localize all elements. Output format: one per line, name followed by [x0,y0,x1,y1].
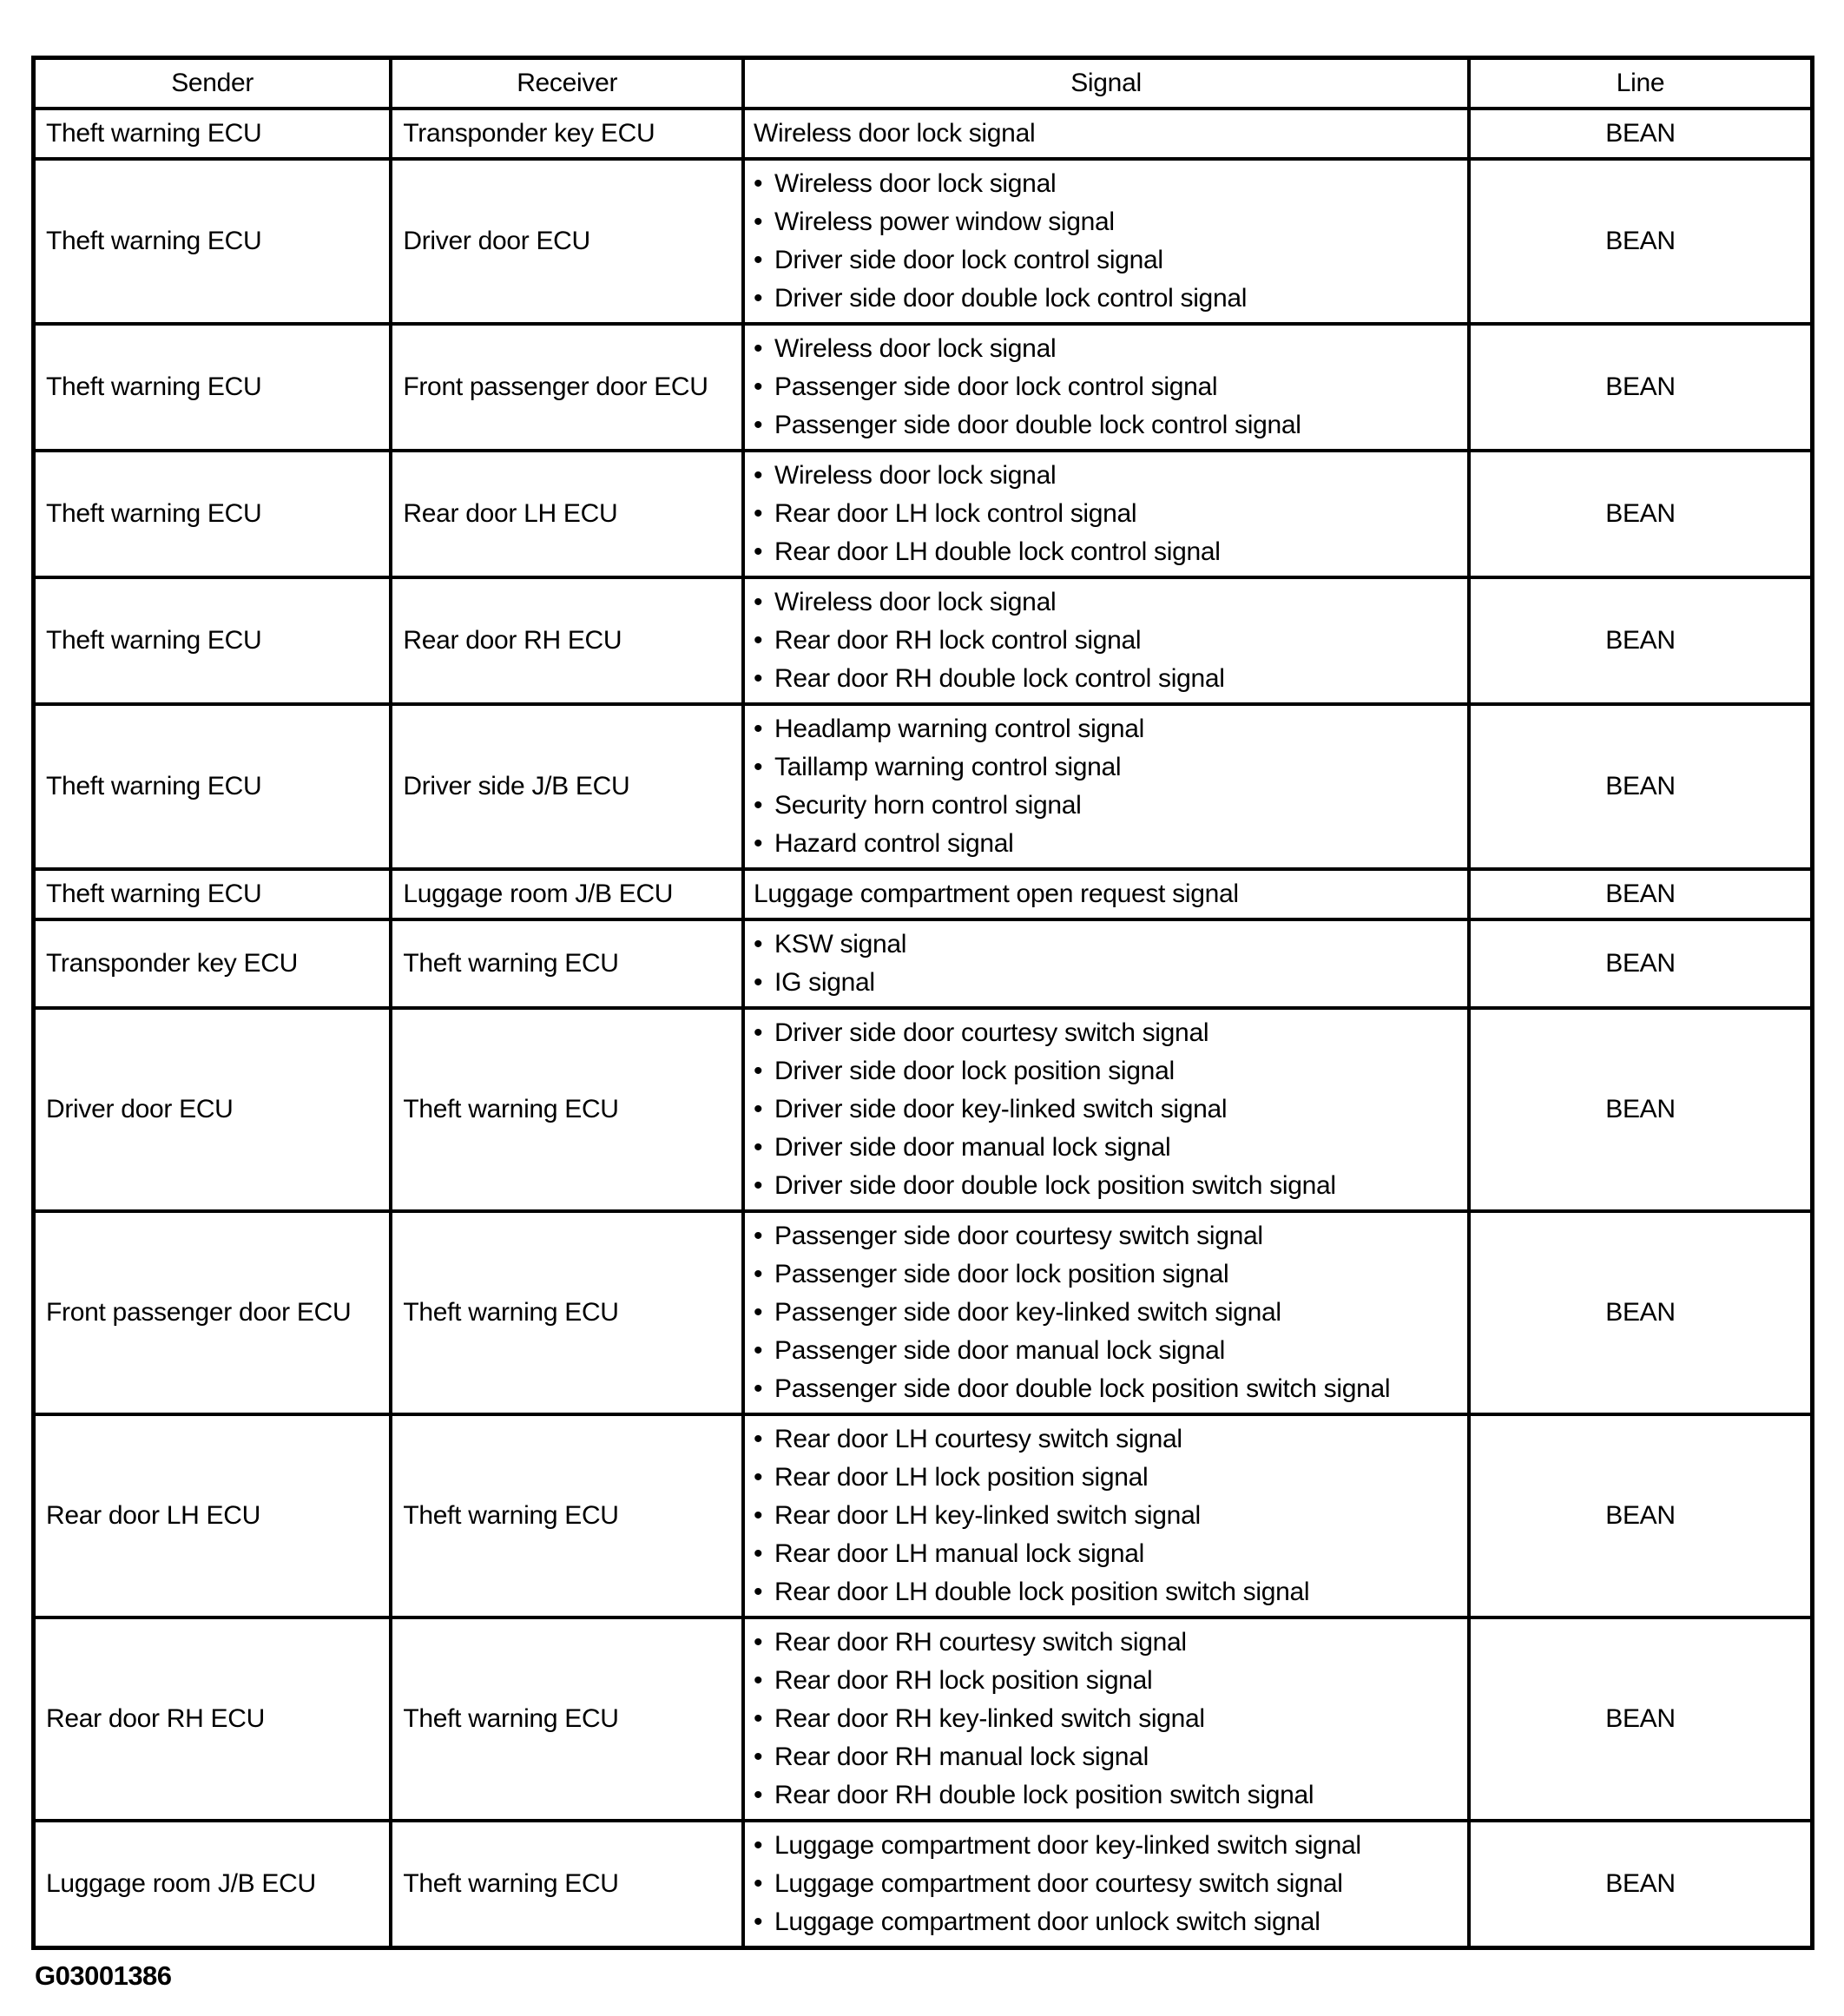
figure-id: G03001386 [35,1960,172,1991]
signal-item: • Rear door RH courtesy switch signal [754,1624,1459,1662]
bullet-icon: • [754,168,763,198]
signal-item: • Luggage compartment door key-linked switch signal [754,1827,1459,1865]
line-cell: BEAN [1469,577,1812,704]
signal-cell [743,1008,1469,1211]
bullet-icon: • [754,1665,763,1695]
bullet-icon: • [754,1703,763,1733]
sender-cell: Transponder key ECU [34,919,392,1008]
ecu-signal-table [31,56,1814,1950]
signal-cell [743,1821,1469,1948]
signal-item: • Passenger side door key-linked switch signal [754,1294,1459,1332]
receiver-cell: Driver side J/B ECU [391,704,743,869]
table-body [34,109,1813,1948]
signal-item: • Rear door LH manual lock signal [754,1535,1459,1573]
signal-item: • Rear door RH lock control signal [754,622,1459,660]
header-sender: Sender [34,58,392,109]
header-row [34,58,1813,109]
signal-item: • Luggage compartment door unlock switch signal [754,1903,1459,1941]
table-row [34,1211,1813,1414]
line-cell: BEAN [1469,919,1812,1008]
bullet-icon: • [754,537,763,566]
bullet-icon: • [754,1259,763,1288]
bullet-icon: • [754,1780,763,1809]
bullet-icon: • [754,1170,763,1200]
signal-item: • Rear door RH double lock position switch signal [754,1776,1459,1815]
bullet-icon: • [754,663,763,693]
bullet-icon: • [754,828,763,858]
signal-item: • Rear door LH key-linked switch signal [754,1497,1459,1535]
bullet-icon: • [754,372,763,401]
bullet-icon: • [754,1424,763,1453]
sender-cell: Theft warning ECU [34,324,392,451]
signal-cell [743,109,1469,159]
bullet-icon: • [754,1627,763,1657]
bullet-icon: • [754,333,763,363]
receiver-cell: Driver door ECU [391,159,743,324]
signal-item: • Luggage compartment door courtesy switch signal [754,1865,1459,1903]
receiver-cell: Theft warning ECU [391,1008,743,1211]
receiver-cell: Front passenger door ECU [391,324,743,451]
signal-cell [743,1211,1469,1414]
signal-item: Luggage compartment open request signal [754,879,1239,908]
sender-cell: Theft warning ECU [34,577,392,704]
bullet-icon: • [754,1742,763,1771]
signal-item: • Taillamp warning control signal [754,748,1459,787]
bullet-icon: • [754,1132,763,1162]
sender-cell: Rear door RH ECU [34,1617,392,1821]
sender-cell: Luggage room J/B ECU [34,1821,392,1948]
table-row [34,1414,1813,1617]
sender-cell: Theft warning ECU [34,704,392,869]
bullet-icon: • [754,929,763,959]
bullet-icon: • [754,1297,763,1327]
bullet-icon: • [754,1830,763,1860]
signal-cell [743,159,1469,324]
table-row [34,451,1813,577]
bullet-icon: • [754,1221,763,1250]
signal-item: • Wireless door lock signal [754,165,1459,203]
line-cell: BEAN [1469,1821,1812,1948]
line-cell: BEAN [1469,704,1812,869]
line-cell: BEAN [1469,869,1812,919]
signal-item: • Rear door LH double lock control signal [754,533,1459,571]
signal-cell [743,704,1469,869]
table-row [34,1617,1813,1821]
bullet-icon: • [754,967,763,997]
receiver-cell: Luggage room J/B ECU [391,869,743,919]
header-line: Line [1469,58,1812,109]
signal-item: • Rear door RH lock position signal [754,1662,1459,1700]
line-cell: BEAN [1469,109,1812,159]
line-cell: BEAN [1469,1414,1812,1617]
bullet-icon: • [754,498,763,528]
receiver-cell: Theft warning ECU [391,1414,743,1617]
line-cell: BEAN [1469,1008,1812,1211]
signal-cell [743,869,1469,919]
bullet-icon: • [754,587,763,616]
bullet-icon: • [754,625,763,655]
bullet-icon: • [754,1500,763,1530]
table-row [34,577,1813,704]
table-header [34,58,1813,109]
signal-item: • Passenger side door lock control signal [754,368,1459,406]
bullet-icon: • [754,1018,763,1047]
line-cell: BEAN [1469,324,1812,451]
signal-item: • Rear door RH double lock control signal [754,660,1459,698]
signal-item: • Rear door LH lock position signal [754,1459,1459,1497]
sender-cell: Rear door LH ECU [34,1414,392,1617]
line-cell: BEAN [1469,1617,1812,1821]
signal-item: • Passenger side door manual lock signal [754,1332,1459,1370]
signal-item: • Passenger side door lock position signal [754,1255,1459,1294]
table-row [34,109,1813,159]
receiver-cell: Rear door RH ECU [391,577,743,704]
receiver-cell: Theft warning ECU [391,1617,743,1821]
receiver-cell: Rear door LH ECU [391,451,743,577]
signal-cell [743,1617,1469,1821]
line-cell: BEAN [1469,451,1812,577]
bullet-icon: • [754,1577,763,1606]
sender-cell: Theft warning ECU [34,159,392,324]
signal-cell [743,919,1469,1008]
bullet-icon: • [754,1868,763,1898]
bullet-icon: • [754,207,763,236]
bullet-icon: • [754,1374,763,1403]
signal-item: Wireless door lock signal [754,118,1036,148]
receiver-cell: Transponder key ECU [391,109,743,159]
signal-item: • Rear door LH double lock position switch signal [754,1573,1459,1611]
line-cell: BEAN [1469,159,1812,324]
signal-item: • Driver side door courtesy switch signal [754,1014,1459,1052]
bullet-icon: • [754,1538,763,1568]
sender-cell: Driver door ECU [34,1008,392,1211]
signal-item: • Rear door LH courtesy switch signal [754,1420,1459,1459]
table-row [34,919,1813,1008]
line-cell: BEAN [1469,1211,1812,1414]
signal-cell [743,1414,1469,1617]
table-row [34,1821,1813,1948]
receiver-cell: Theft warning ECU [391,1211,743,1414]
signal-item: • Passenger side door double lock position switch signal [754,1370,1459,1408]
signal-item: • Driver side door double lock control signal [754,280,1459,318]
signal-item: • Driver side door double lock position switch signal [754,1167,1459,1205]
signal-item: • Driver side door key-linked switch signal [754,1090,1459,1129]
signal-item: • Hazard control signal [754,825,1459,863]
signal-item: • Wireless door lock signal [754,583,1459,622]
header-receiver: Receiver [391,58,743,109]
signal-cell [743,324,1469,451]
bullet-icon: • [754,1462,763,1492]
sender-cell: Front passenger door ECU [34,1211,392,1414]
bullet-icon: • [754,1907,763,1936]
table-row [34,869,1813,919]
signal-cell [743,577,1469,704]
table-row [34,704,1813,869]
signal-cell [743,451,1469,577]
sender-cell: Theft warning ECU [34,869,392,919]
receiver-cell: Theft warning ECU [391,1821,743,1948]
signal-item: • KSW signal [754,926,1459,964]
signal-item: • IG signal [754,964,1459,1002]
bullet-icon: • [754,1335,763,1365]
bullet-icon: • [754,1094,763,1123]
table-row [34,324,1813,451]
signal-item: • Rear door RH manual lock signal [754,1738,1459,1776]
signal-item: • Rear door LH lock control signal [754,495,1459,533]
table-row [34,159,1813,324]
signal-item: • Headlamp warning control signal [754,710,1459,748]
header-signal: Signal [743,58,1469,109]
bullet-icon: • [754,752,763,781]
signal-item: • Wireless power window signal [754,203,1459,241]
bullet-icon: • [754,245,763,274]
bullet-icon: • [754,1056,763,1085]
signal-item: • Driver side door lock control signal [754,241,1459,280]
signal-item: • Rear door RH key-linked switch signal [754,1700,1459,1738]
table-row [34,1008,1813,1211]
signal-item: • Driver side door lock position signal [754,1052,1459,1090]
signal-item: • Passenger side door courtesy switch signal [754,1217,1459,1255]
signal-item: • Passenger side door double lock control signal [754,406,1459,445]
bullet-icon: • [754,283,763,313]
bullet-icon: • [754,460,763,490]
signal-item: • Driver side door manual lock signal [754,1129,1459,1167]
signal-item: • Wireless door lock signal [754,457,1459,495]
bullet-icon: • [754,410,763,439]
receiver-cell: Theft warning ECU [391,919,743,1008]
signal-item: • Security horn control signal [754,787,1459,825]
sender-cell: Theft warning ECU [34,451,392,577]
bullet-icon: • [754,790,763,820]
bullet-icon: • [754,714,763,743]
sender-cell: Theft warning ECU [34,109,392,159]
signal-item: • Wireless door lock signal [754,330,1459,368]
